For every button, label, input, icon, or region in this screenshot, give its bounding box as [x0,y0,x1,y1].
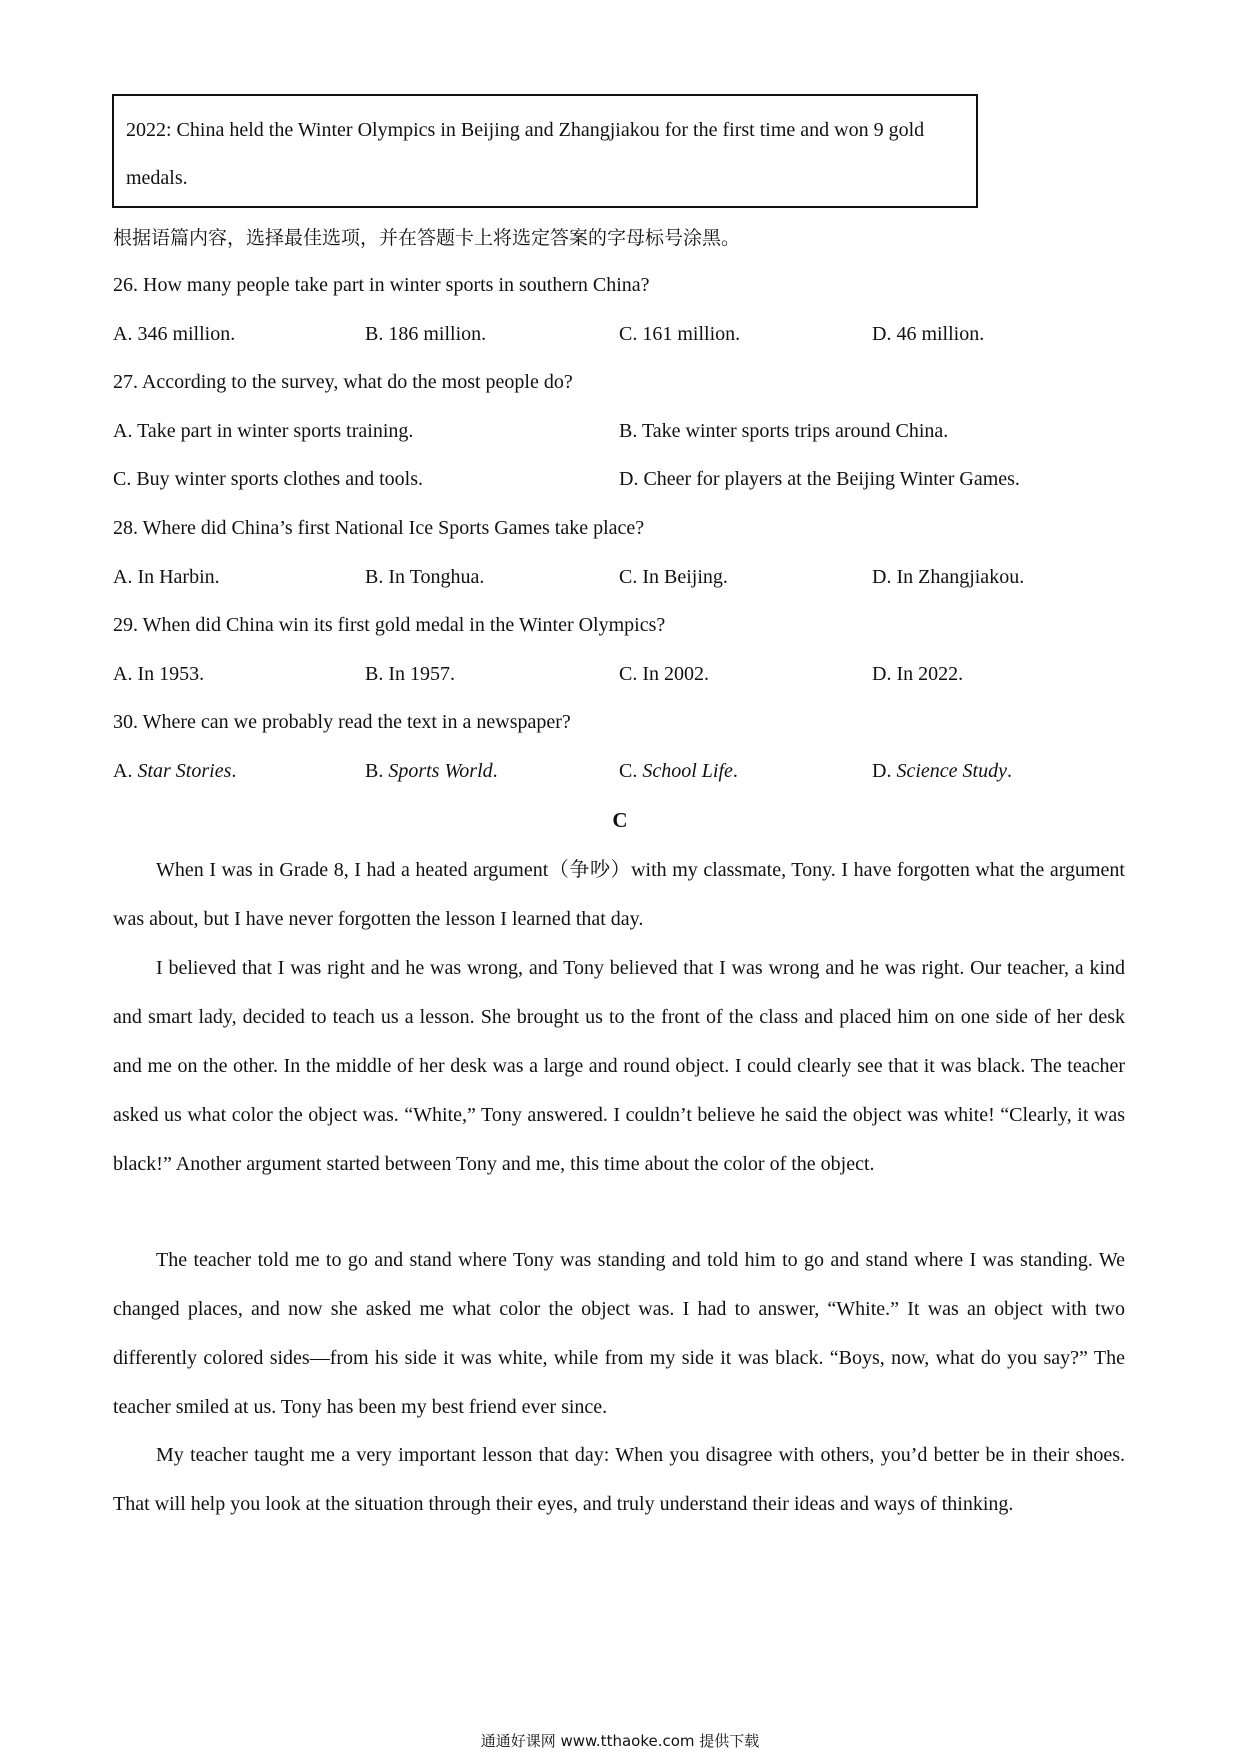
option: B. In 1957. [365,663,455,685]
question-stem: 28. Where did China’s first National Ice Sports Games take place? [113,517,645,539]
option: A. Star Stories. [113,760,237,782]
option: D. 46 million. [872,323,985,345]
option: D. Science Study. [872,760,1012,782]
option: B. Take winter sports trips around China. [619,420,949,442]
option: A. Take part in winter sports training. [113,420,414,442]
option: D. In 2022. [872,663,964,685]
option: A. In Harbin. [113,566,220,588]
question-stem: 26. How many people take part in winter sports in southern China? [113,274,650,296]
page-footer: 通通好课网 www.tthaoke.com 提供下载 [480,1732,760,1750]
option: B. 186 million. [365,323,487,345]
option: C. Buy winter sports clothes and tools. [113,468,423,490]
option: C. 161 million. [619,323,741,345]
option: A. In 1953. [113,663,205,685]
info-box [112,94,978,208]
passage-paragraph: The teacher told me to go and stand where Tony was standing and told him to go and stand where I was standing. We changed places, and now she asked me what color the object was. I had to answer, “White.” It was an object with two differently colored sides—from his side it was white, while from my side it was black. “Boys, now, what do you say?” The teacher smiled at us. Tony has been my best friend ever since. [113,1249,1125,1418]
passage-paragraph: I believed that I was right and he was wrong, and Tony believed that I was wrong and he was right. Our teacher, a kind and smart lady, decided to teach us a lesson. She brought us to the front of the class and placed him on one side of her desk and me on the other. In the middle of her desk was a large and round object. I could clearly see that it was black. The teacher asked us what color the object was. “White,” Tony answered. I couldn’t believe he said the object was white! “Clearly, it was black!” Another argument started between Tony and me, this time about the color of the object. [113,957,1125,1175]
option: B. In Tonghua. [365,566,485,588]
question-stem: 29. When did China win its first gold medal in the Winter Olympics? [113,614,666,636]
section-heading: C [612,808,628,832]
instruction: 根据语篇内容，选择最佳选项，并在答题卡上将选定答案的字母标号涂黑。 [113,227,741,249]
passage-paragraph: When I was in Grade 8, I had a heated argument（争吵）with my classmate, Tony. I have forgotten what the argument was about, but I have never forgotten the lesson I learned that day. [113,859,1125,930]
option: D. Cheer for players at the Beijing Winter Games. [619,468,1020,490]
option: C. In 2002. [619,663,709,685]
option: B. Sports World. [365,760,498,782]
option: C. School Life. [619,760,738,782]
question-stem: 30. Where can we probably read the text in a newspaper? [113,711,571,733]
option: D. In Zhangjiakou. [872,566,1025,588]
question-stem: 27. According to the survey, what do the most people do? [113,371,573,393]
info-box-text: 2022: China held the Winter Olympics in Beijing and Zhangjiakou for the first time and won 9 gold medals. [126,119,925,189]
option: C. In Beijing. [619,566,728,588]
passage-paragraph: My teacher taught me a very important lesson that day: When you disagree with others, you’d better be in their shoes. That will help you look at the situation through their eyes, and truly understand their ideas and ways of thinking. [113,1444,1125,1515]
option: A. 346 million. [113,323,236,345]
